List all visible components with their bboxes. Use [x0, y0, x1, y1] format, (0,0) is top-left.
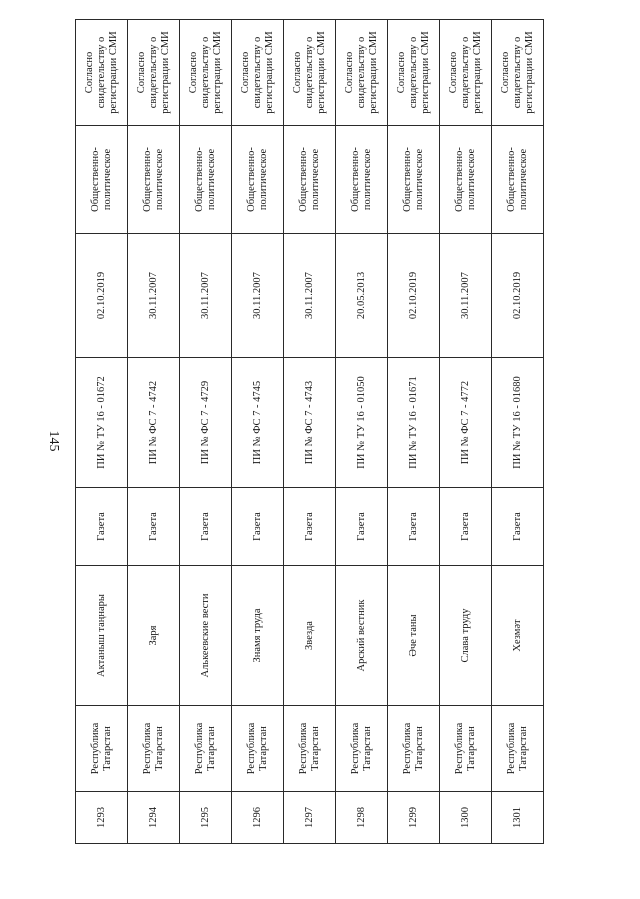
distribution-territory: Согласно свидетельству о регистрации СМИ [440, 20, 492, 126]
distribution-territory: Согласно свидетельству о регистрации СМИ [388, 20, 440, 126]
media-type: Газета [76, 488, 128, 566]
distribution-territory: Согласно свидетельству о регистрации СМИ [180, 20, 232, 126]
page-number: 145 [46, 430, 61, 452]
media-type: Газета [284, 488, 336, 566]
media-title: Хезмәт [492, 566, 544, 706]
registration-number: ПИ № ТУ 16 - 01680 [492, 358, 544, 488]
row-number: 1299 [388, 792, 440, 844]
media-title: Арский вестник [336, 566, 388, 706]
registration-date: 30.11.2007 [232, 234, 284, 358]
distribution-territory: Согласно свидетельству о регистрации СМИ [492, 20, 544, 126]
row-number: 1300 [440, 792, 492, 844]
region: Республика Татарстан [180, 706, 232, 792]
specialization: Общественно-политическое [284, 126, 336, 234]
media-title: Слава труду [440, 566, 492, 706]
registry-table-wrapper [75, 20, 544, 844]
row-number: 1297 [284, 792, 336, 844]
distribution-territory: Согласно свидетельству о регистрации СМИ [232, 20, 284, 126]
media-type: Газета [128, 488, 180, 566]
table-row [128, 20, 180, 844]
specialization: Общественно-политическое [180, 126, 232, 234]
row-number: 1294 [128, 792, 180, 844]
registration-date: 30.11.2007 [284, 234, 336, 358]
table-row [440, 20, 492, 844]
registration-number: ПИ № ТУ 16 - 01672 [76, 358, 128, 488]
registration-number: ПИ № ФС 7 - 4742 [128, 358, 180, 488]
media-title: Әче таны [388, 566, 440, 706]
row-number: 1296 [232, 792, 284, 844]
specialization: Общественно-политическое [440, 126, 492, 234]
region: Республика Татарстан [440, 706, 492, 792]
registration-number: ПИ № ФС 7 - 4743 [284, 358, 336, 488]
registration-number: ПИ № ТУ 16 - 01050 [336, 358, 388, 488]
specialization: Общественно-политическое [76, 126, 128, 234]
registration-date: 02.10.2019 [76, 234, 128, 358]
distribution-territory: Согласно свидетельству о регистрации СМИ [128, 20, 180, 126]
media-type: Газета [180, 488, 232, 566]
registration-number: ПИ № ТУ 16 - 01671 [388, 358, 440, 488]
table-row [232, 20, 284, 844]
distribution-territory: Согласно свидетельству о регистрации СМИ [76, 20, 128, 126]
media-title: Звезда [284, 566, 336, 706]
registration-date: 02.10.2019 [492, 234, 544, 358]
registration-date: 30.11.2007 [128, 234, 180, 358]
registration-date: 20.05.2013 [336, 234, 388, 358]
row-number: 1301 [492, 792, 544, 844]
table-row [336, 20, 388, 844]
specialization: Общественно-политическое [232, 126, 284, 234]
media-type: Газета [492, 488, 544, 566]
distribution-territory: Согласно свидетельству о регистрации СМИ [284, 20, 336, 126]
distribution-territory: Согласно свидетельству о регистрации СМИ [336, 20, 388, 126]
region: Республика Татарстан [232, 706, 284, 792]
region: Республика Татарстан [336, 706, 388, 792]
row-number: 1293 [76, 792, 128, 844]
media-title: Алькеевские вести [180, 566, 232, 706]
row-number: 1295 [180, 792, 232, 844]
registration-date: 30.11.2007 [440, 234, 492, 358]
region: Республика Татарстан [492, 706, 544, 792]
registration-number: ПИ № ФС 7 - 4745 [232, 358, 284, 488]
registration-number: ПИ № ФС 7 - 4772 [440, 358, 492, 488]
specialization: Общественно-политическое [388, 126, 440, 234]
registration-date: 02.10.2019 [388, 234, 440, 358]
media-type: Газета [440, 488, 492, 566]
media-title: Знамя труда [232, 566, 284, 706]
table-row [284, 20, 336, 844]
specialization: Общественно-политическое [128, 126, 180, 234]
media-type: Газета [232, 488, 284, 566]
registration-date: 30.11.2007 [180, 234, 232, 358]
region: Республика Татарстан [76, 706, 128, 792]
media-type: Газета [336, 488, 388, 566]
table-row [180, 20, 232, 844]
media-type: Газета [388, 488, 440, 566]
registry-table [75, 19, 544, 844]
table-row [492, 20, 544, 844]
row-number: 1298 [336, 792, 388, 844]
specialization: Общественно-политическое [492, 126, 544, 234]
specialization: Общественно-политическое [336, 126, 388, 234]
region: Республика Татарстан [284, 706, 336, 792]
region: Республика Татарстан [388, 706, 440, 792]
table-row [388, 20, 440, 844]
media-title: Актаныш таңнары [76, 566, 128, 706]
media-title: Заря [128, 566, 180, 706]
region: Республика Татарстан [128, 706, 180, 792]
registration-number: ПИ № ФС 7 - 4729 [180, 358, 232, 488]
table-row [76, 20, 128, 844]
